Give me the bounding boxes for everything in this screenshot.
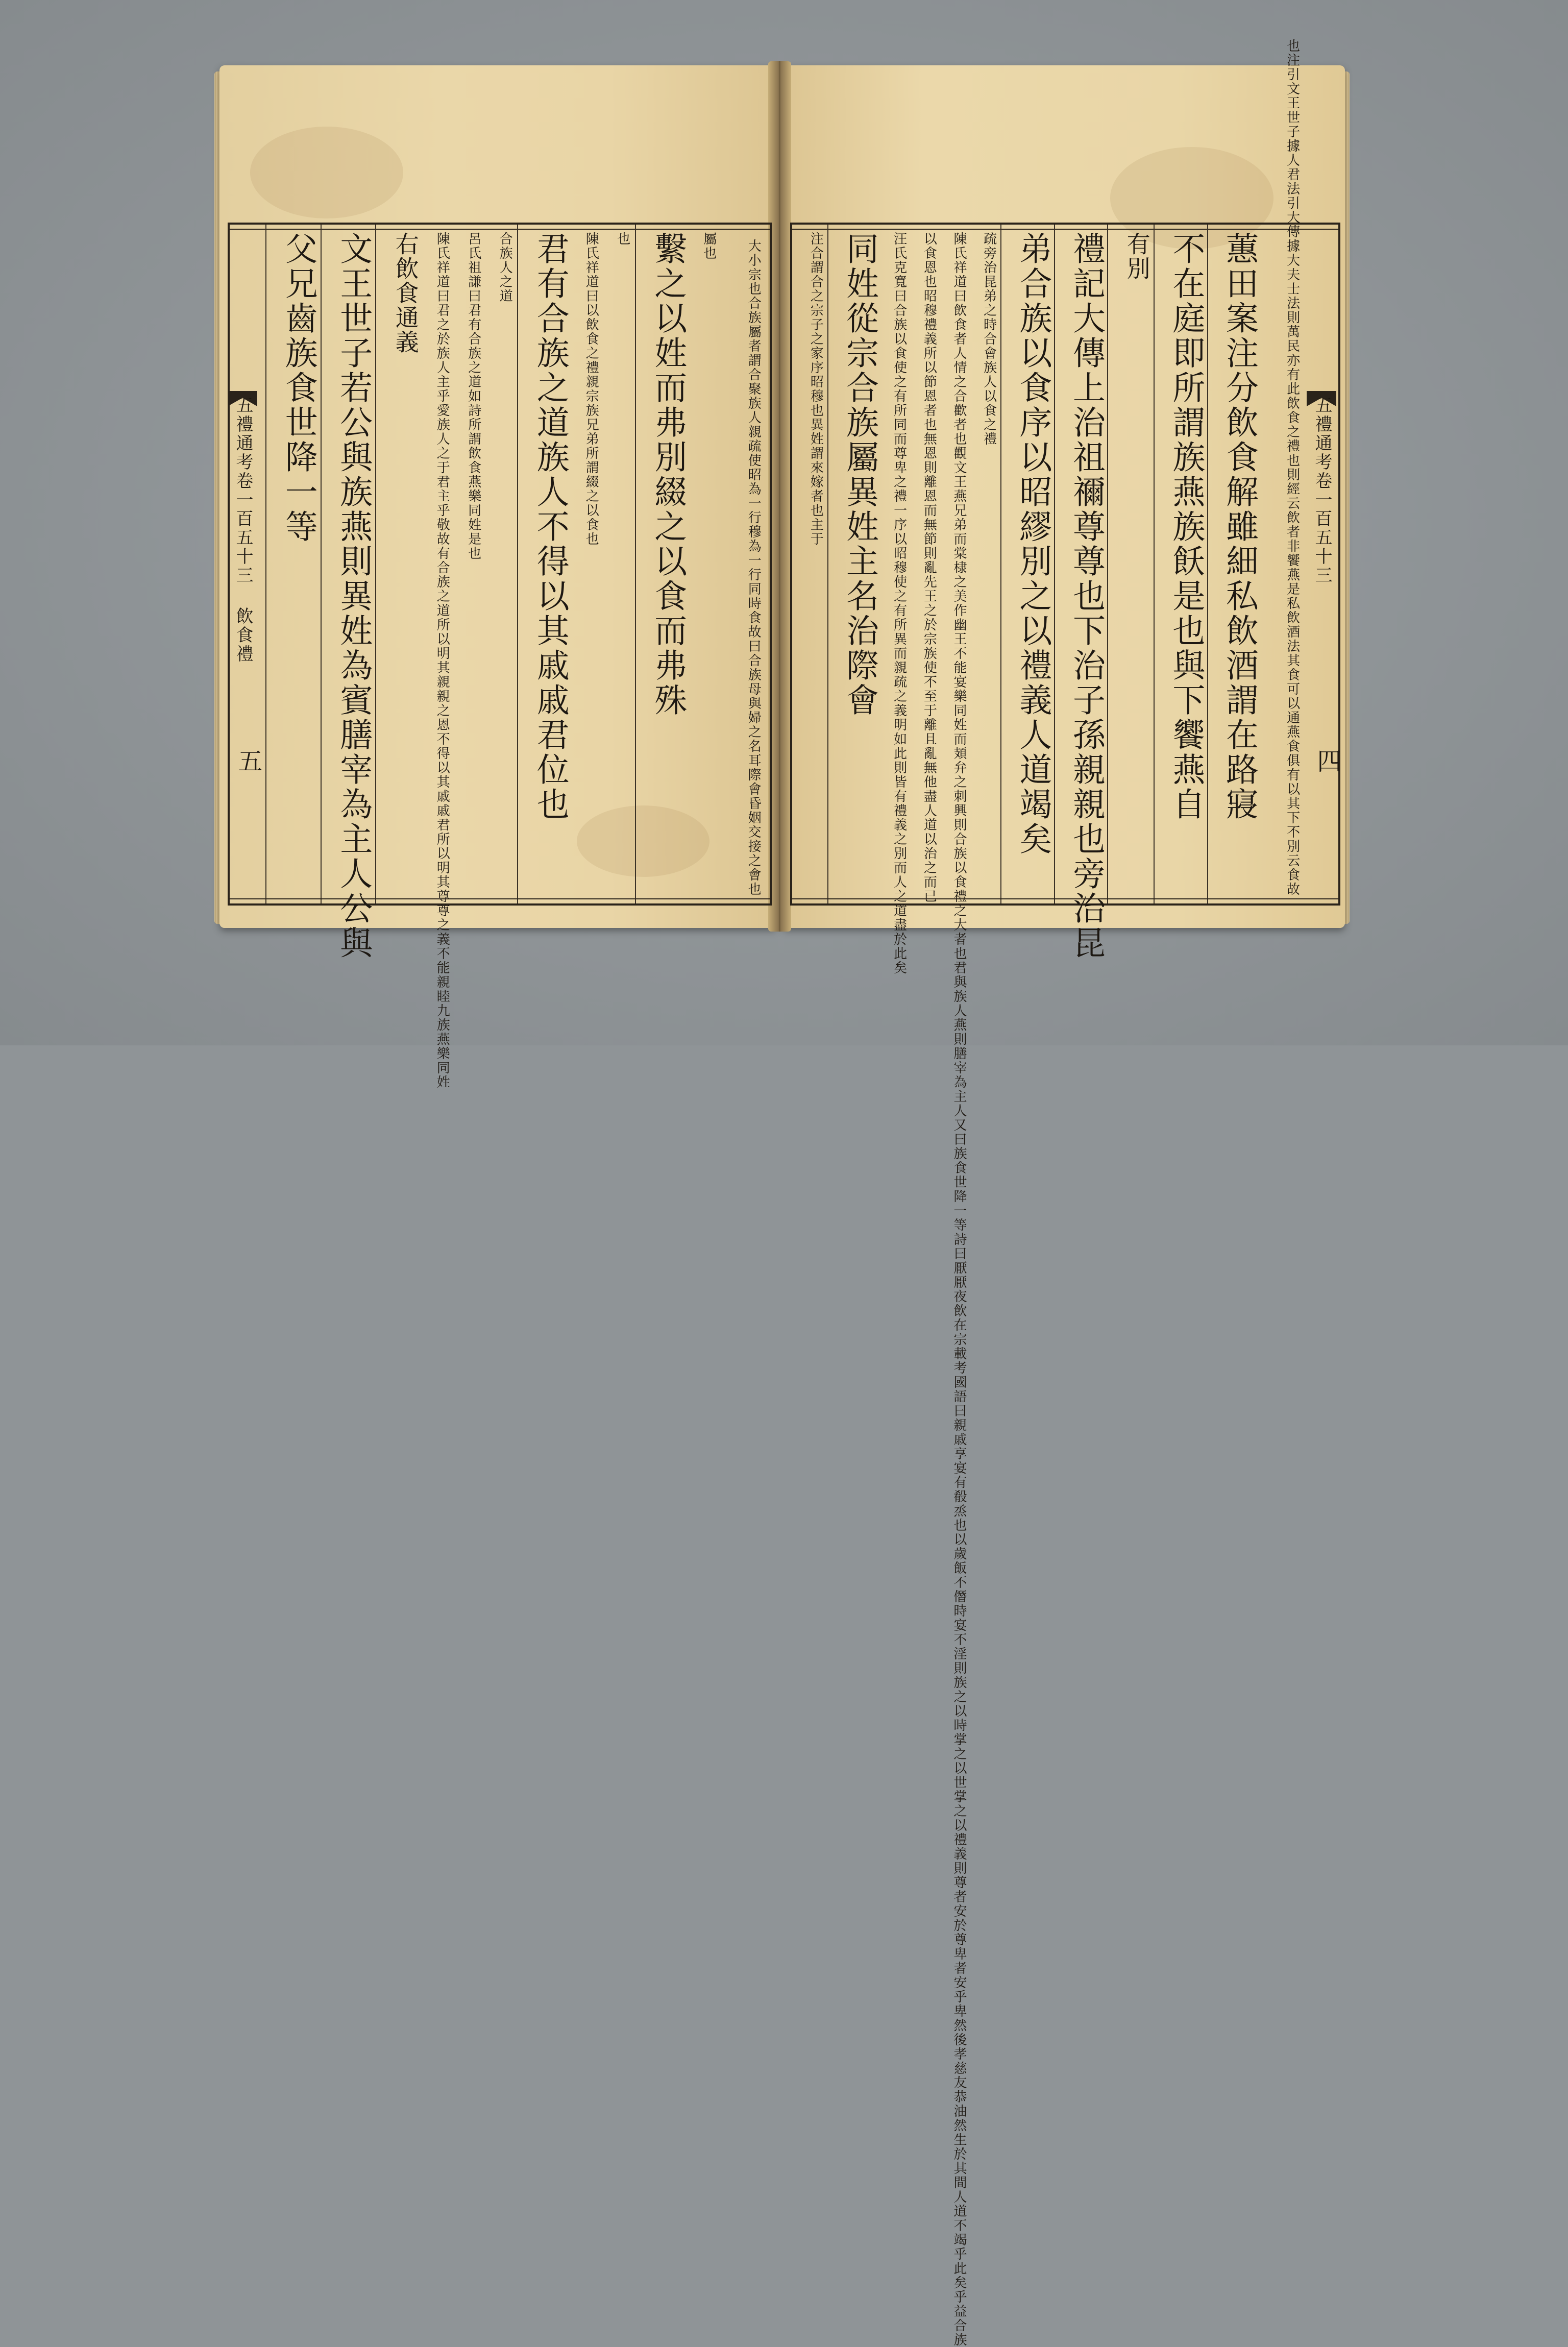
right-text-column xyxy=(1212,232,1256,896)
left-text-column xyxy=(609,232,629,896)
right-text-column xyxy=(886,232,907,975)
left-text-column xyxy=(695,232,716,896)
left-column-line: 文王世子若公與族燕則異姓為賓膳宰為主人公與 xyxy=(334,232,373,961)
right-text-column xyxy=(832,232,876,896)
left-text-frame xyxy=(228,223,772,1089)
right-text-column xyxy=(802,232,822,896)
right-text-column xyxy=(1059,232,1105,961)
right-column-line: 有別 xyxy=(1123,232,1151,281)
right-column-rule xyxy=(1054,225,1055,903)
right-column-rule xyxy=(1000,225,1001,903)
right-column-rule xyxy=(1154,225,1155,903)
left-column-rule xyxy=(265,225,266,903)
left-banxin xyxy=(228,223,262,901)
left-column-line: 君有合族之道族人不得以其戚戚君位也 xyxy=(531,232,569,822)
left-text-column xyxy=(491,232,511,896)
left-column-line: 大小宗也合族屬者謂合聚族人親疏使昭為一行穆為一行同時食故曰合族 xyxy=(746,239,762,682)
left-text-column xyxy=(640,232,687,896)
left-text-column xyxy=(523,232,567,896)
left-text-column xyxy=(577,232,598,896)
paper-stain xyxy=(250,127,403,218)
right-text-column xyxy=(945,232,967,2347)
left-column-line: 呂氏祖謙曰君有合族之道如詩所謂飲食燕樂同姓是也 xyxy=(465,232,481,560)
left-column-line: 母與婦之名耳際會昏姻交接之會也 xyxy=(746,682,762,896)
right-column-line: 陳氏祥道曰飲食者人情之合歡者也觀文王燕兄弟而棠棣之美作幽王不能宴樂同姓而頍弁之刺興則合族以食禮之大者也君與族人燕則膳宰為主人又曰族食世降一等詩曰厭厭夜飲在宗載考國語曰親戚享宴有殽烝也以歲飯不僭時宴不淫則族之以時掌之以世掌之以禮義則尊者安於尊卑者安乎卑然後孝慈友恭油然生於其間人道不竭乎此矣乎益合族 xyxy=(951,232,967,2347)
left-column-line: 合族人之道 xyxy=(497,232,513,303)
right-text-column xyxy=(1265,39,1300,896)
left-column-rule xyxy=(635,225,636,903)
right-column-line: 弟合族以食序以昭繆別之以禮義人道竭矣 xyxy=(1014,232,1052,857)
right-column-line: 注合謂合之宗子之家序昭穆也異姓謂來嫁者也主于 xyxy=(808,232,824,546)
left-column-line: 陳氏祥道曰以飲食之禮親宗族兄弟所謂綴之以食也 xyxy=(583,232,599,546)
left-column-line: 屬也 xyxy=(701,232,717,260)
left-column-line: 父兄齒族食世降一等 xyxy=(279,232,317,544)
right-column-line: 禮記大傳上治祖禰尊尊也下治子孫親親也旁治昆 xyxy=(1067,232,1105,961)
right-column-line: 則經云飲者非饗燕是私飲酒法其食可以通燕食俱有以其下不別云食故 xyxy=(1284,468,1300,896)
right-folio-number: 四 xyxy=(1313,748,1341,773)
left-column-rule xyxy=(321,225,322,903)
right-text-column xyxy=(1158,232,1205,896)
right-text-column xyxy=(1005,232,1052,896)
left-text-column xyxy=(326,232,373,961)
right-column-line: 也注引文王世子據人君法引大傳據大夫士法則萬民亦有此飲食之禮也 xyxy=(1284,39,1300,468)
right-column-rule xyxy=(1207,225,1208,903)
right-text-column xyxy=(975,232,996,896)
left-banxin-title: 五禮通考卷一百五十三 飲食禮 xyxy=(233,396,253,664)
right-column-line: 蕙田案注分飲食解雖細私飲酒謂在路寢 xyxy=(1220,232,1258,822)
right-banxin xyxy=(1307,223,1341,901)
left-column-line: 繫之以姓而弗別綴之以食而弗殊 xyxy=(649,232,687,718)
right-column-line: 以食恩也昭穆禮義所以節恩者也無恩則離恩而無節則亂先王之於宗族使不至于離且亂無他盡人道以治之而已 xyxy=(921,232,937,903)
right-column-rule xyxy=(827,225,828,903)
left-text-column xyxy=(381,232,418,896)
left-text-column xyxy=(460,232,480,896)
left-column-rule xyxy=(375,225,376,903)
left-column-line: 陳氏祥道曰君之於族人主乎愛族人之于君主乎敬故有合族之道所以明其親親之恩不得以其戚戚君所以明其尊尊之義不能親睦九族燕樂同姓 xyxy=(434,232,450,1089)
right-text-column xyxy=(1112,232,1149,896)
left-text-column xyxy=(428,232,450,1089)
left-folio-number: 五 xyxy=(234,748,262,773)
right-column-line: 疏旁治昆弟之時合會族人以食之禮 xyxy=(981,232,997,446)
right-text-frame xyxy=(790,39,1340,2347)
right-column-line: 不在庭即所謂族燕族飫是也與下饗燕自 xyxy=(1167,232,1205,822)
right-column-line: 汪氏克寬曰合族以食使之有所同而尊卑之禮一序以昭穆使之有所異而親疏之義明如此則皆有禮義之別而人之道盡於此矣 xyxy=(891,232,907,975)
right-column-rule xyxy=(1107,225,1108,903)
right-banxin-title: 五禮通考卷一百五十三 xyxy=(1312,396,1332,585)
left-column-line: 右飲食通義 xyxy=(391,232,420,354)
left-text-column xyxy=(271,232,315,896)
left-column-line: 也 xyxy=(615,232,630,246)
left-column-rule xyxy=(517,225,518,903)
left-text-column xyxy=(726,232,760,896)
right-text-column xyxy=(915,232,937,903)
right-column-line: 同姓從宗合族屬異姓主名治際會 xyxy=(841,232,878,718)
